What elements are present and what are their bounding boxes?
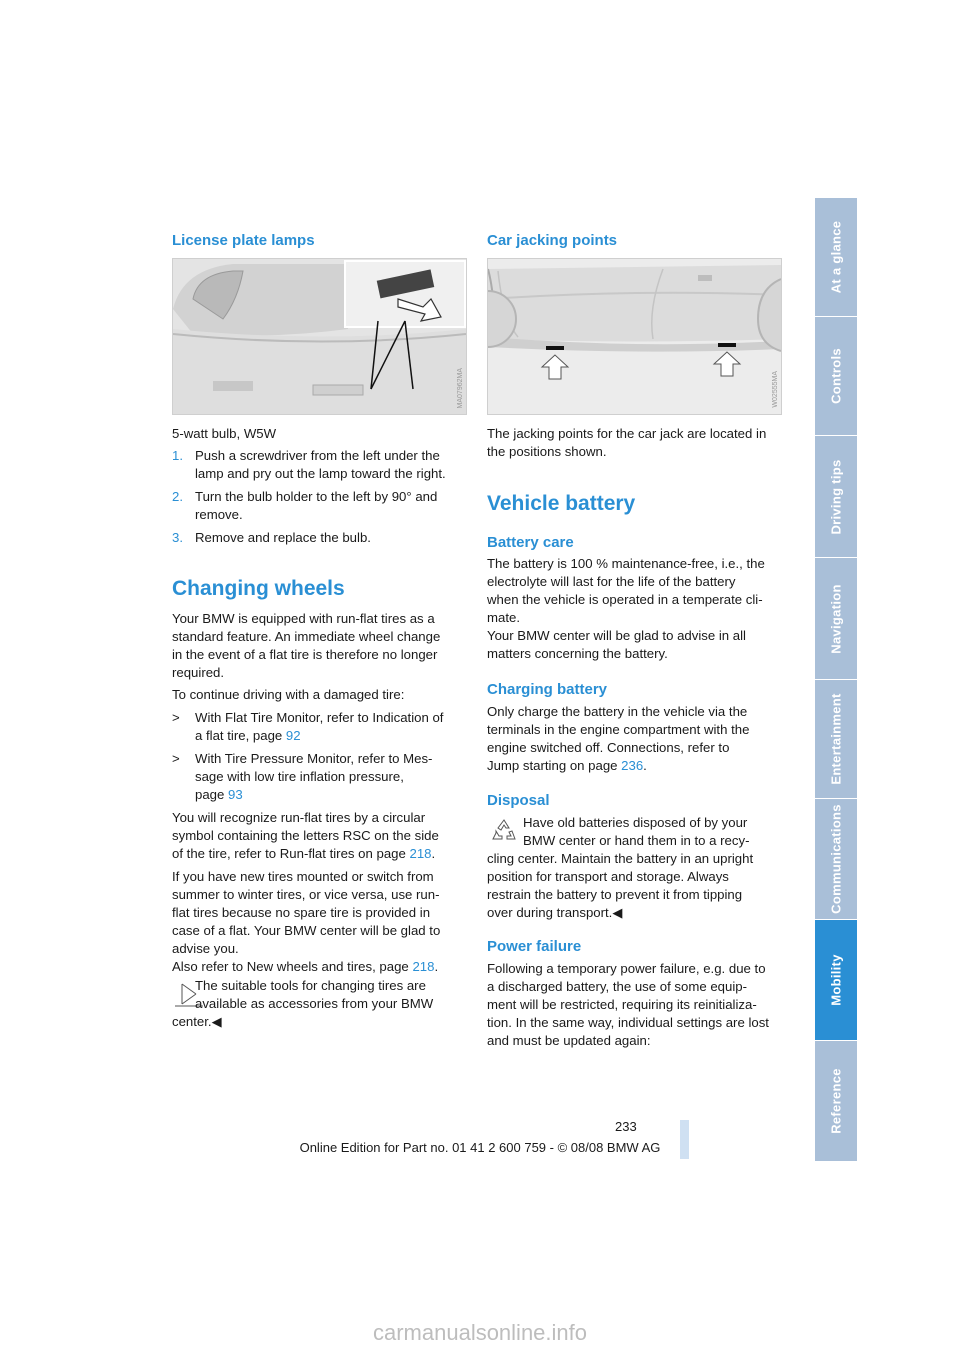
text-line: center. [172,1014,212,1029]
recycling-icon [487,815,521,845]
text-line: Have old batteries disposed of by your [523,815,748,830]
text-line: You will recognize run-flat tires by a circular [172,810,426,825]
license-plate-lamp-figure [172,258,467,415]
bulb-spec: 5-watt bulb, W5W [172,426,277,441]
new-tires-paragraph: If you have new tires mounted or switch from summer to winter tires, or vice versa, use run- flat tires because no spare tire is provided in case of a flat. Your BMW center will be glad to advise you. Also refer to New wheels and tires, page 218. [172,869,441,974]
text-line: available as accessories from your BMW [195,996,434,1011]
text-line: a flat tire, page [195,728,286,743]
page-link-92[interactable]: 92 [285,728,301,743]
page-link-218[interactable]: 218 [409,846,432,861]
tab-label: Controls [828,348,844,404]
tab-label: Communications [828,804,844,914]
page-link-93[interactable]: 93 [228,787,243,802]
figure-code: W02555MA [772,371,779,408]
vehicle-battery-heading: Vehicle battery [487,492,636,515]
text-line: With Tire Pressure Monitor, refer to Mes- [195,751,433,766]
wheels-paragraph-2: To continue driving with a damaged tire: [172,687,405,702]
text-line: case of a flat. Your BMW center will be glad to [172,923,441,938]
text-line: flat tires because no spare tire is provided in [172,905,431,920]
jacking-points-figure [487,258,782,415]
battery-care-heading: Battery care [487,534,574,551]
changing-wheels-heading: Changing wheels [172,577,345,600]
text-line: Also refer to New wheels and tires, page [172,959,413,974]
car-jacking-points-heading: Car jacking points [487,232,618,249]
text-line: matters concerning the battery. [487,646,668,661]
text-line: tion. In the same way, individual settings are lost [487,1015,769,1030]
step-2 [172,488,438,522]
text-line: over during transport. [487,905,613,920]
tab-entertainment[interactable] [815,679,857,798]
text-line: Following a temporary power failure, e.g. due to [487,961,766,976]
step-line: Remove and replace the bulb. [195,530,371,545]
disposal-heading: Disposal [487,792,550,809]
text-line: BMW center or hand them in to a recy- [523,833,750,848]
tab-label: Mobility [828,954,844,1006]
text-line: the positions shown. [487,444,607,459]
text-line: The battery is 100 % maintenance-free, i.e., the [487,556,765,571]
license-plate-illustration [173,259,466,414]
text-line: Your BMW center will be glad to advise in all [487,628,746,643]
end-marker: ◀ [612,905,623,920]
rsc-paragraph: You will recognize run-flat tires by a circular symbol containing the letters RSC on the side of the tire, refer to Run-flat tires on page 218. [172,810,439,861]
text-line: If you have new tires mounted or switch from [172,869,434,884]
figure-code: MA07962MA [457,367,464,408]
text-line: and must be updated again: [487,1033,651,1048]
tab-communications[interactable] [815,798,857,919]
text-line: cling center. Maintain the battery in an upright [487,851,754,866]
text-line: With Flat Tire Monitor, refer to Indication of [195,710,444,725]
charging-battery-heading: Charging battery [487,681,608,698]
license-plate-lamps-heading: License plate lamps [172,232,315,249]
step-line: lamp and pry out the lamp toward the right. [195,466,446,481]
step-1 [172,447,446,481]
step-line: Turn the bulb holder to the left by 90° and [195,489,438,504]
bullet-marker: > [172,710,180,725]
step-3 [172,529,371,547]
power-failure-heading: Power failure [487,938,582,955]
end-marker: ◀ [211,1014,222,1029]
text-line: advise you. [172,941,239,956]
text-line: when the vehicle is operated in a temperate cli- [487,592,763,607]
text-line: a discharged battery, the use of some equip- [487,979,747,994]
tab-mobility[interactable] [815,919,857,1040]
tab-label: Navigation [828,583,844,654]
text-line: standard feature. An immediate wheel change [172,629,441,644]
text-line: page [195,787,229,802]
text-line: required. [172,665,225,680]
tab-controls[interactable] [815,316,857,435]
text-line: of the tire, refer to Run-flat tires on page [172,846,410,861]
text-line: Your BMW is equipped with run-flat tires as a [172,611,435,626]
tab-label: Reference [828,1068,844,1134]
car-side-illustration [488,259,781,414]
text-line: in the event of a flat tire is therefore no longer [172,647,438,662]
step-line: Push a screwdriver from the left under the [195,448,440,463]
page-link-218[interactable]: 218 [412,959,435,974]
text-line: mate. [487,610,520,625]
page-number: 233 [615,1119,637,1134]
tab-driving-tips[interactable] [815,435,857,557]
text-line: ment will be restricted, requiring its reinitializa- [487,997,757,1012]
text-line: The suitable tools for changing tires are [195,978,426,993]
text-line: summer to winter tires, or vice versa, use run- [172,887,440,902]
chapter-sidebar [815,197,857,1160]
bullet-marker: > [172,751,180,766]
battery-care-text [487,555,765,663]
jacking-points-text [487,425,766,461]
bullet-tire-pressure-monitor [172,750,433,802]
text-line: Only charge the battery in the vehicle via the [487,704,748,719]
bullet-flat-tire-monitor [172,709,444,743]
step-line: remove. [195,507,243,522]
power-failure-text [487,960,769,1050]
step-number: 3. [172,530,183,545]
text-line: symbol containing the letters RSC on the side [172,828,439,843]
text-line: engine switched off. Connections, refer to [487,740,730,755]
tab-label: Entertainment [828,693,844,785]
text-line: restrain the battery to prevent it from tipping [487,887,743,902]
text-line: terminals in the engine compartment with the [487,722,750,737]
footer-edition: Online Edition for Part no. 01 41 2 600 759 - © 08/08 BMW AG [299,1140,661,1155]
text-line: position for transport and storage. Always [487,869,729,884]
text-line: Jump starting on page [487,758,622,773]
watermark: carmanualsonline.info [372,1320,588,1345]
tab-at-a-glance[interactable] [815,197,857,316]
charging-battery-text: Only charge the battery in the vehicle via the terminals in the engine compartment with the engine switched off. Connections, refer to Jump starting on page 236. [487,704,750,773]
text-line: The jacking points for the car jack are located in [487,426,767,441]
text-line: sage with low tire inflation pressure, [195,769,404,784]
tab-label: At a glance [828,220,844,294]
page-link-236[interactable]: 236 [621,758,644,773]
tab-label: Driving tips [828,458,844,535]
step-number: 2. [172,489,183,504]
step-number: 1. [172,448,183,463]
text-line: electrolyte will last for the life of the battery [487,574,736,589]
wheels-paragraph-1 [172,610,440,682]
tab-navigation[interactable] [815,557,857,679]
